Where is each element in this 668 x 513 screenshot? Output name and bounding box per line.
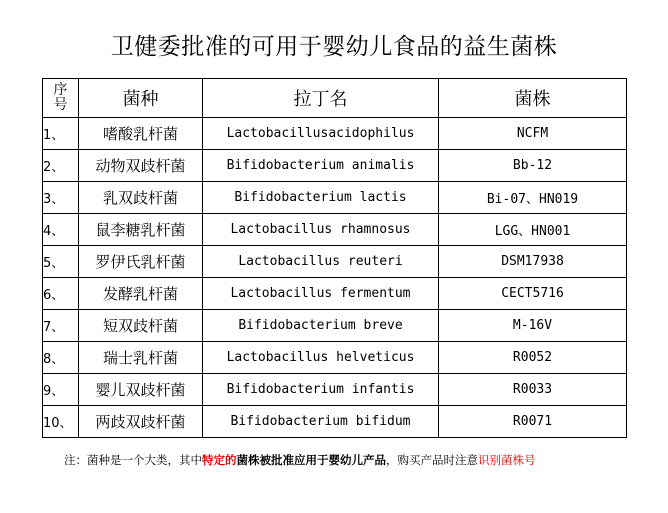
probiotic-strain-table: [42, 78, 627, 438]
row-number: 7、: [43, 310, 79, 342]
latin-name: Bifidobacterium infantis: [203, 374, 439, 406]
strain-id: LGG、HN001: [439, 214, 627, 246]
table-row: [43, 342, 627, 374]
species-name: 乳双歧杆菌: [79, 182, 203, 214]
footnote: [64, 452, 536, 468]
strain-id: R0033: [439, 374, 627, 406]
species-name: 短双歧杆菌: [79, 310, 203, 342]
strain-id: M-16V: [439, 310, 627, 342]
table-row: [43, 278, 627, 310]
latin-name: Bifidobacterium animalis: [203, 150, 439, 182]
table-row: [43, 118, 627, 150]
header-number-label: 序号: [53, 82, 68, 113]
table-header-row: [43, 79, 627, 118]
species-name: 动物双歧杆菌: [79, 150, 203, 182]
species-name: 鼠李糖乳杆菌: [79, 214, 203, 246]
row-number: 10、: [43, 406, 79, 438]
row-number: 1、: [43, 118, 79, 150]
species-name: 罗伊氏乳杆菌: [79, 246, 203, 278]
strain-id: R0071: [439, 406, 627, 438]
species-name: 瑞士乳杆菌: [79, 342, 203, 374]
footnote-highlight-specific: 特定的: [202, 453, 237, 467]
row-number: 8、: [43, 342, 79, 374]
latin-name: Lactobacillus reuteri: [203, 246, 439, 278]
header-species: 菌种: [79, 79, 203, 118]
species-name: 两歧双歧杆菌: [79, 406, 203, 438]
latin-name: Lactobacillus fermentum: [203, 278, 439, 310]
strain-id: DSM17938: [439, 246, 627, 278]
species-name: 发酵乳杆菌: [79, 278, 203, 310]
row-number: 6、: [43, 278, 79, 310]
table-row: [43, 310, 627, 342]
page-title: 卫健委批准的可用于婴幼儿食品的益生菌株: [110, 34, 558, 60]
latin-name: Lactobacillusacidophilus: [203, 118, 439, 150]
table-row: [43, 214, 627, 246]
row-number: 5、: [43, 246, 79, 278]
table-row: [43, 182, 627, 214]
latin-name: Lactobacillus helveticus: [203, 342, 439, 374]
strain-id: CECT5716: [439, 278, 627, 310]
row-number: 9、: [43, 374, 79, 406]
footnote-highlight-approved: 菌株被批准应用于婴幼儿产品: [236, 453, 386, 467]
table-row: [43, 406, 627, 438]
table-row: [43, 246, 627, 278]
header-number: [43, 79, 79, 118]
latin-name: Bifidobacterium lactis: [203, 182, 439, 214]
header-strain: 菌株: [439, 79, 627, 118]
table-row: [43, 374, 627, 406]
species-name: 婴儿双歧杆菌: [79, 374, 203, 406]
header-latin-name: 拉丁名: [203, 79, 439, 118]
species-name: 嗜酸乳杆菌: [79, 118, 203, 150]
latin-name: Bifidobacterium bifidum: [203, 406, 439, 438]
strain-id: NCFM: [439, 118, 627, 150]
row-number: 3、: [43, 182, 79, 214]
footnote-highlight-identify: 识别菌株号: [478, 453, 536, 467]
table-row: [43, 150, 627, 182]
strain-id: R0052: [439, 342, 627, 374]
strain-id: Bi-07、HN019: [439, 182, 627, 214]
row-number: 4、: [43, 214, 79, 246]
footnote-text-1: 注：菌种是一个大类，其中: [64, 453, 202, 467]
latin-name: Lactobacillus rhamnosus: [203, 214, 439, 246]
latin-name: Bifidobacterium breve: [203, 310, 439, 342]
row-number: 2、: [43, 150, 79, 182]
footnote-text-2: ，购买产品时注意: [386, 453, 478, 467]
strain-id: Bb-12: [439, 150, 627, 182]
